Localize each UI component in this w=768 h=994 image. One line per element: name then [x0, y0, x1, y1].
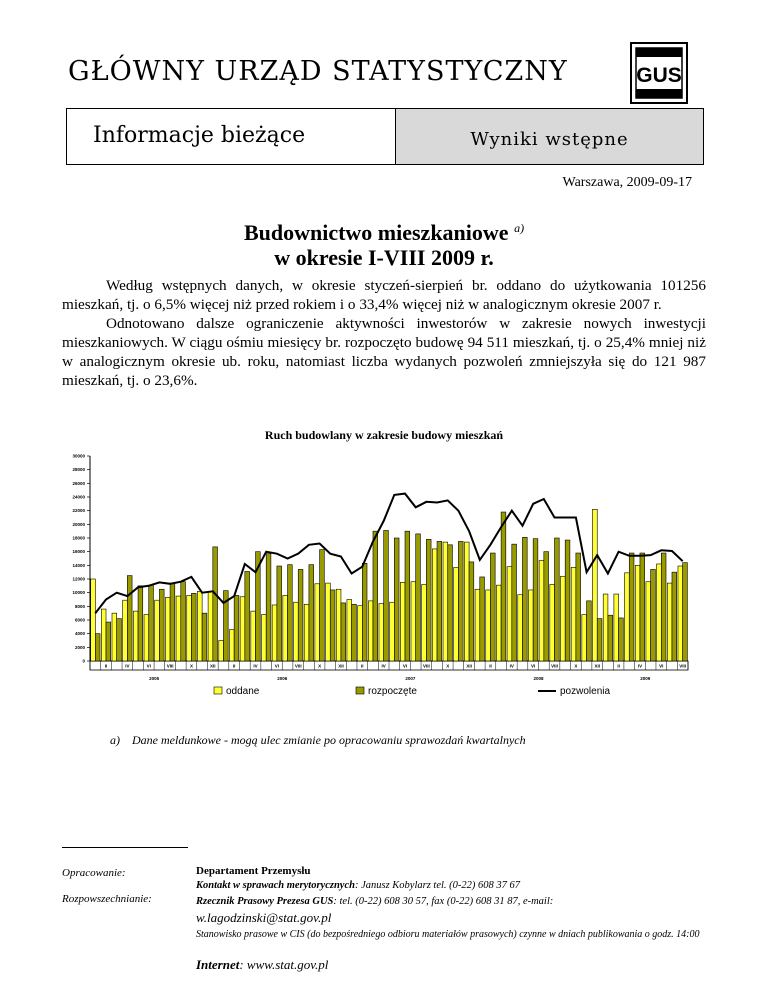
bar-rozpoczete [458, 541, 463, 661]
contact-press [196, 896, 553, 907]
bar-rozpoczete [533, 539, 538, 661]
footnote-text: Dane meldunkowe - mogą ulec zmianie po opracowaniu sprawozdań kwartalnych [132, 733, 526, 747]
bar-oddane [560, 576, 565, 661]
x-month-label: XII [466, 663, 472, 669]
bar-rozpoczete [405, 531, 410, 661]
x-month-label: II [361, 663, 364, 669]
cis-note: Stanowisko prasowe w CIS (do bezpośredniego odbioru materiałów prasowych) czynne w dniach publikowania o godz. 14:00 [196, 929, 700, 940]
bar-oddane [304, 604, 309, 661]
bar-rozpoczete [138, 586, 143, 661]
x-month-label: VI [531, 663, 536, 669]
bar-oddane [625, 573, 630, 661]
bar-rozpoczete [341, 603, 346, 661]
x-month-label: VI [659, 663, 664, 669]
y-tick-label: 0 [82, 658, 85, 664]
bar-oddane [197, 591, 202, 661]
bar-oddane [208, 591, 213, 661]
bar-oddane [390, 602, 395, 661]
bar-rozpoczete [597, 619, 602, 661]
bar-rozpoczete [394, 538, 399, 661]
internet-line [196, 957, 328, 973]
press-email[interactable]: w.lagodzinski@stat.gov.pl [196, 910, 332, 925]
bar-rozpoczete [426, 539, 431, 661]
y-tick-label: 12000 [72, 576, 85, 582]
bar-rozpoczete [480, 577, 485, 661]
x-month-label: VI [402, 663, 408, 669]
bar-oddane [507, 567, 512, 661]
distribution-label: Rozpowszechnianie: [62, 893, 152, 905]
y-tick-label: 4000 [74, 631, 85, 637]
x-month-label: XII [210, 663, 216, 669]
bar-oddane [678, 566, 683, 661]
x-month-label: VIII [294, 663, 302, 669]
bar-rozpoczete [181, 582, 186, 661]
bar-rozpoczete [117, 619, 122, 661]
internet-label: Internet [196, 957, 240, 972]
bar-oddane [528, 590, 533, 661]
series-label: Informacje bieżące [93, 123, 306, 148]
bar-rozpoczete [149, 585, 154, 661]
bar-rozpoczete [95, 634, 100, 661]
x-month-label: VIII [679, 663, 687, 669]
bar-oddane [432, 549, 437, 661]
title-line-1: Budownictwo mieszkaniowe [243, 220, 509, 245]
bar-oddane [475, 589, 480, 661]
department: Departament Przemysłu [196, 865, 311, 877]
bar-rozpoczete [384, 530, 389, 661]
bar-rozpoczete [501, 512, 506, 661]
y-tick-label: 18000 [72, 535, 85, 541]
bar-rozpoczete [619, 618, 624, 661]
bar-oddane [496, 585, 501, 661]
y-tick-label: 6000 [74, 617, 85, 623]
x-month-label: II [617, 663, 620, 669]
bar-oddane [635, 565, 640, 661]
bar-rozpoczete [170, 583, 175, 661]
bar-rozpoczete [234, 595, 239, 661]
bar-oddane [283, 595, 288, 661]
bar-rozpoczete [245, 571, 250, 661]
contact-substantive [196, 880, 520, 891]
bar-oddane [486, 590, 491, 661]
bar-oddane [518, 595, 523, 661]
institution-title: GŁÓWNY URZĄD STATYSTYCZNY [68, 56, 568, 87]
x-month-label: VIII [422, 663, 430, 669]
bar-oddane [593, 509, 598, 661]
title-line-2: w okresie I-VIII 2009 r. [274, 245, 494, 270]
y-tick-label: 10000 [72, 590, 85, 596]
footer-separator [62, 847, 188, 848]
internet-url[interactable]: : www.stat.gov.pl [239, 957, 329, 972]
x-month-label: IV [509, 663, 514, 669]
x-month-label: VI [146, 663, 151, 669]
gus-logo [628, 40, 690, 106]
x-month-label: X [189, 663, 193, 669]
x-month-label: XII [594, 663, 600, 669]
bar-rozpoczete [512, 544, 517, 661]
bar-oddane [646, 582, 651, 661]
y-tick-label: 24000 [72, 494, 85, 500]
bar-rozpoczete [672, 572, 677, 661]
contact2-text: : tel. (0-22) 608 30 57, fax (0-22) 608 31 87, e-mail: [333, 896, 554, 907]
bar-oddane [614, 594, 619, 661]
legend-swatch-rozpoczete [356, 687, 364, 694]
bar-rozpoczete [362, 563, 367, 661]
x-year-label: 2005 [149, 676, 160, 681]
bar-oddane [187, 595, 192, 661]
x-month-label: VIII [551, 663, 558, 669]
y-tick-label: 14000 [72, 562, 85, 568]
bar-oddane [347, 600, 352, 662]
bar-oddane [550, 584, 555, 661]
paragraph-2: Odnotowano dalsze ograniczenie aktywności inwestorów w zakresie nowych inwestycji mieszkaniowych. W ciągu ośmiu miesięcy br. rozpoczęto budowę 94 511 mieszkań, tj. o 25,4% mniej niż w analogicznym okresie ub. roku, natomiast liczba wydanych pozwoleń zmniejszyła się do 121 987 mieszkań, tj. o 23,6%. [62, 315, 706, 389]
bar-oddane [454, 567, 459, 661]
x-month-label: XII [338, 663, 344, 669]
bar-oddane [315, 584, 320, 661]
x-year-label: 2009 [640, 676, 651, 681]
y-tick-label: 2000 [74, 644, 85, 650]
bar-oddane [123, 600, 128, 661]
x-month-label: II [232, 663, 236, 669]
footnote-marker: a) [110, 733, 120, 747]
bar-oddane [571, 567, 576, 661]
x-month-label: II [489, 663, 492, 669]
x-month-label: IV [381, 663, 386, 669]
bar-oddane [144, 615, 149, 661]
bar-rozpoczete [202, 613, 207, 661]
bar-rozpoczete [651, 569, 656, 661]
status-label: Wyniki wstępne [470, 129, 629, 150]
legend-label-pozwolenia: pozwolenia [560, 686, 611, 697]
x-month-label: IV [637, 663, 643, 669]
bar-oddane [657, 564, 662, 661]
info-banner [66, 108, 704, 165]
bar-oddane [379, 604, 384, 661]
bar-oddane [91, 579, 96, 661]
construction-chart [60, 446, 702, 708]
bar-rozpoczete [629, 553, 634, 661]
bar-oddane [219, 641, 224, 662]
bar-rozpoczete [127, 576, 132, 661]
bar-oddane [272, 605, 277, 661]
bar-rozpoczete [608, 615, 613, 661]
bar-rozpoczete [587, 601, 592, 661]
bar-rozpoczete [266, 554, 271, 661]
bar-rozpoczete [437, 541, 442, 661]
legend-label-oddane: oddane [226, 686, 260, 697]
bar-rozpoczete [309, 565, 314, 661]
bar-oddane [422, 584, 427, 661]
bar-rozpoczete [191, 593, 196, 661]
bar-oddane [400, 582, 405, 661]
y-tick-label: 28000 [72, 467, 85, 473]
bar-rozpoczete [565, 540, 570, 661]
x-year-label: 2007 [405, 676, 416, 681]
y-tick-label: 30000 [72, 453, 85, 459]
y-tick-label: 20000 [72, 521, 85, 527]
x-month-label: VIII [166, 663, 174, 669]
bar-rozpoczete [106, 622, 111, 661]
bar-rozpoczete [555, 538, 560, 661]
bar-oddane [582, 615, 587, 661]
bar-rozpoczete [448, 545, 453, 661]
footnote [110, 733, 526, 748]
bar-rozpoczete [320, 550, 325, 661]
x-year-label: 2006 [277, 676, 288, 681]
series-box [67, 109, 396, 164]
bar-oddane [294, 602, 299, 661]
y-tick-label: 8000 [74, 603, 85, 609]
contact1-label: Kontakt w sprawach merytorycznych [196, 880, 355, 891]
y-tick-label: 16000 [72, 549, 85, 555]
bar-oddane [411, 582, 416, 661]
bar-oddane [464, 542, 469, 661]
bar-rozpoczete [469, 562, 474, 661]
contact2-label: Rzecznik Prasowy Prezesa GUS [196, 896, 334, 907]
bar-rozpoczete [330, 590, 335, 661]
bar-oddane [261, 615, 266, 661]
x-month-label: X [446, 663, 450, 669]
bar-oddane [133, 611, 138, 661]
paragraph-1: Według wstępnych danych, w okresie styczeń-sierpień br. oddano do użytkowania 101256 mieszkań, tj. o 6,5% więcej niż przed rokiem i o 33,4% więcej niż w analogicznym okresie 2007 r. [62, 277, 706, 313]
y-tick-label: 22000 [72, 508, 85, 514]
x-month-label: IV [125, 663, 130, 669]
prepared-label: Opracowanie: [62, 867, 126, 879]
bar-rozpoczete [277, 566, 282, 661]
logo-text: GUS [636, 64, 682, 87]
x-month-label: II [104, 663, 108, 669]
bar-oddane [229, 630, 234, 661]
bar-rozpoczete [159, 589, 164, 661]
title-note-marker: a) [514, 221, 525, 235]
date-line: Warszawa, 2009-09-17 [562, 175, 692, 190]
bar-oddane [368, 601, 373, 661]
bar-rozpoczete [683, 563, 688, 661]
bar-oddane [165, 597, 170, 661]
bar-rozpoczete [640, 553, 645, 661]
bar-oddane [358, 606, 363, 661]
chart-title: Ruch budowlany w zakresie budowy mieszkań [264, 428, 504, 442]
bar-oddane [603, 594, 608, 661]
bar-oddane [155, 600, 160, 661]
bar-oddane [101, 609, 106, 661]
bar-rozpoczete [490, 553, 495, 661]
y-tick-label: 26000 [72, 480, 85, 486]
x-month-label: X [574, 663, 578, 669]
bar-oddane [240, 597, 245, 661]
bar-rozpoczete [544, 552, 549, 661]
bar-oddane [539, 561, 544, 661]
x-month-label: VI [274, 663, 280, 669]
bar-rozpoczete [373, 531, 378, 661]
bar-oddane [251, 611, 256, 661]
bar-rozpoczete [288, 565, 293, 661]
bar-oddane [176, 596, 181, 661]
bar-rozpoczete [416, 534, 421, 661]
bar-rozpoczete [661, 553, 666, 661]
legend-label-rozpoczete: rozpoczęte [368, 686, 417, 697]
bar-rozpoczete [522, 537, 527, 661]
bar-rozpoczete [298, 569, 303, 661]
x-year-label: 2008 [533, 676, 544, 681]
status-box [396, 109, 703, 164]
x-month-label: IV [253, 663, 258, 669]
bar-oddane [443, 542, 448, 661]
bar-oddane [112, 613, 117, 661]
bar-rozpoczete [576, 553, 581, 661]
x-month-label: X [318, 663, 322, 669]
legend-swatch-oddane [214, 687, 222, 694]
bar-oddane [336, 589, 341, 661]
bar-oddane [667, 583, 672, 661]
bar-rozpoczete [213, 547, 218, 661]
contact1-text: : Janusz Kobylarz tel. (0-22) 608 37 67 [354, 880, 521, 891]
bar-oddane [326, 583, 331, 661]
document-title [0, 220, 768, 270]
bar-rozpoczete [352, 604, 357, 661]
